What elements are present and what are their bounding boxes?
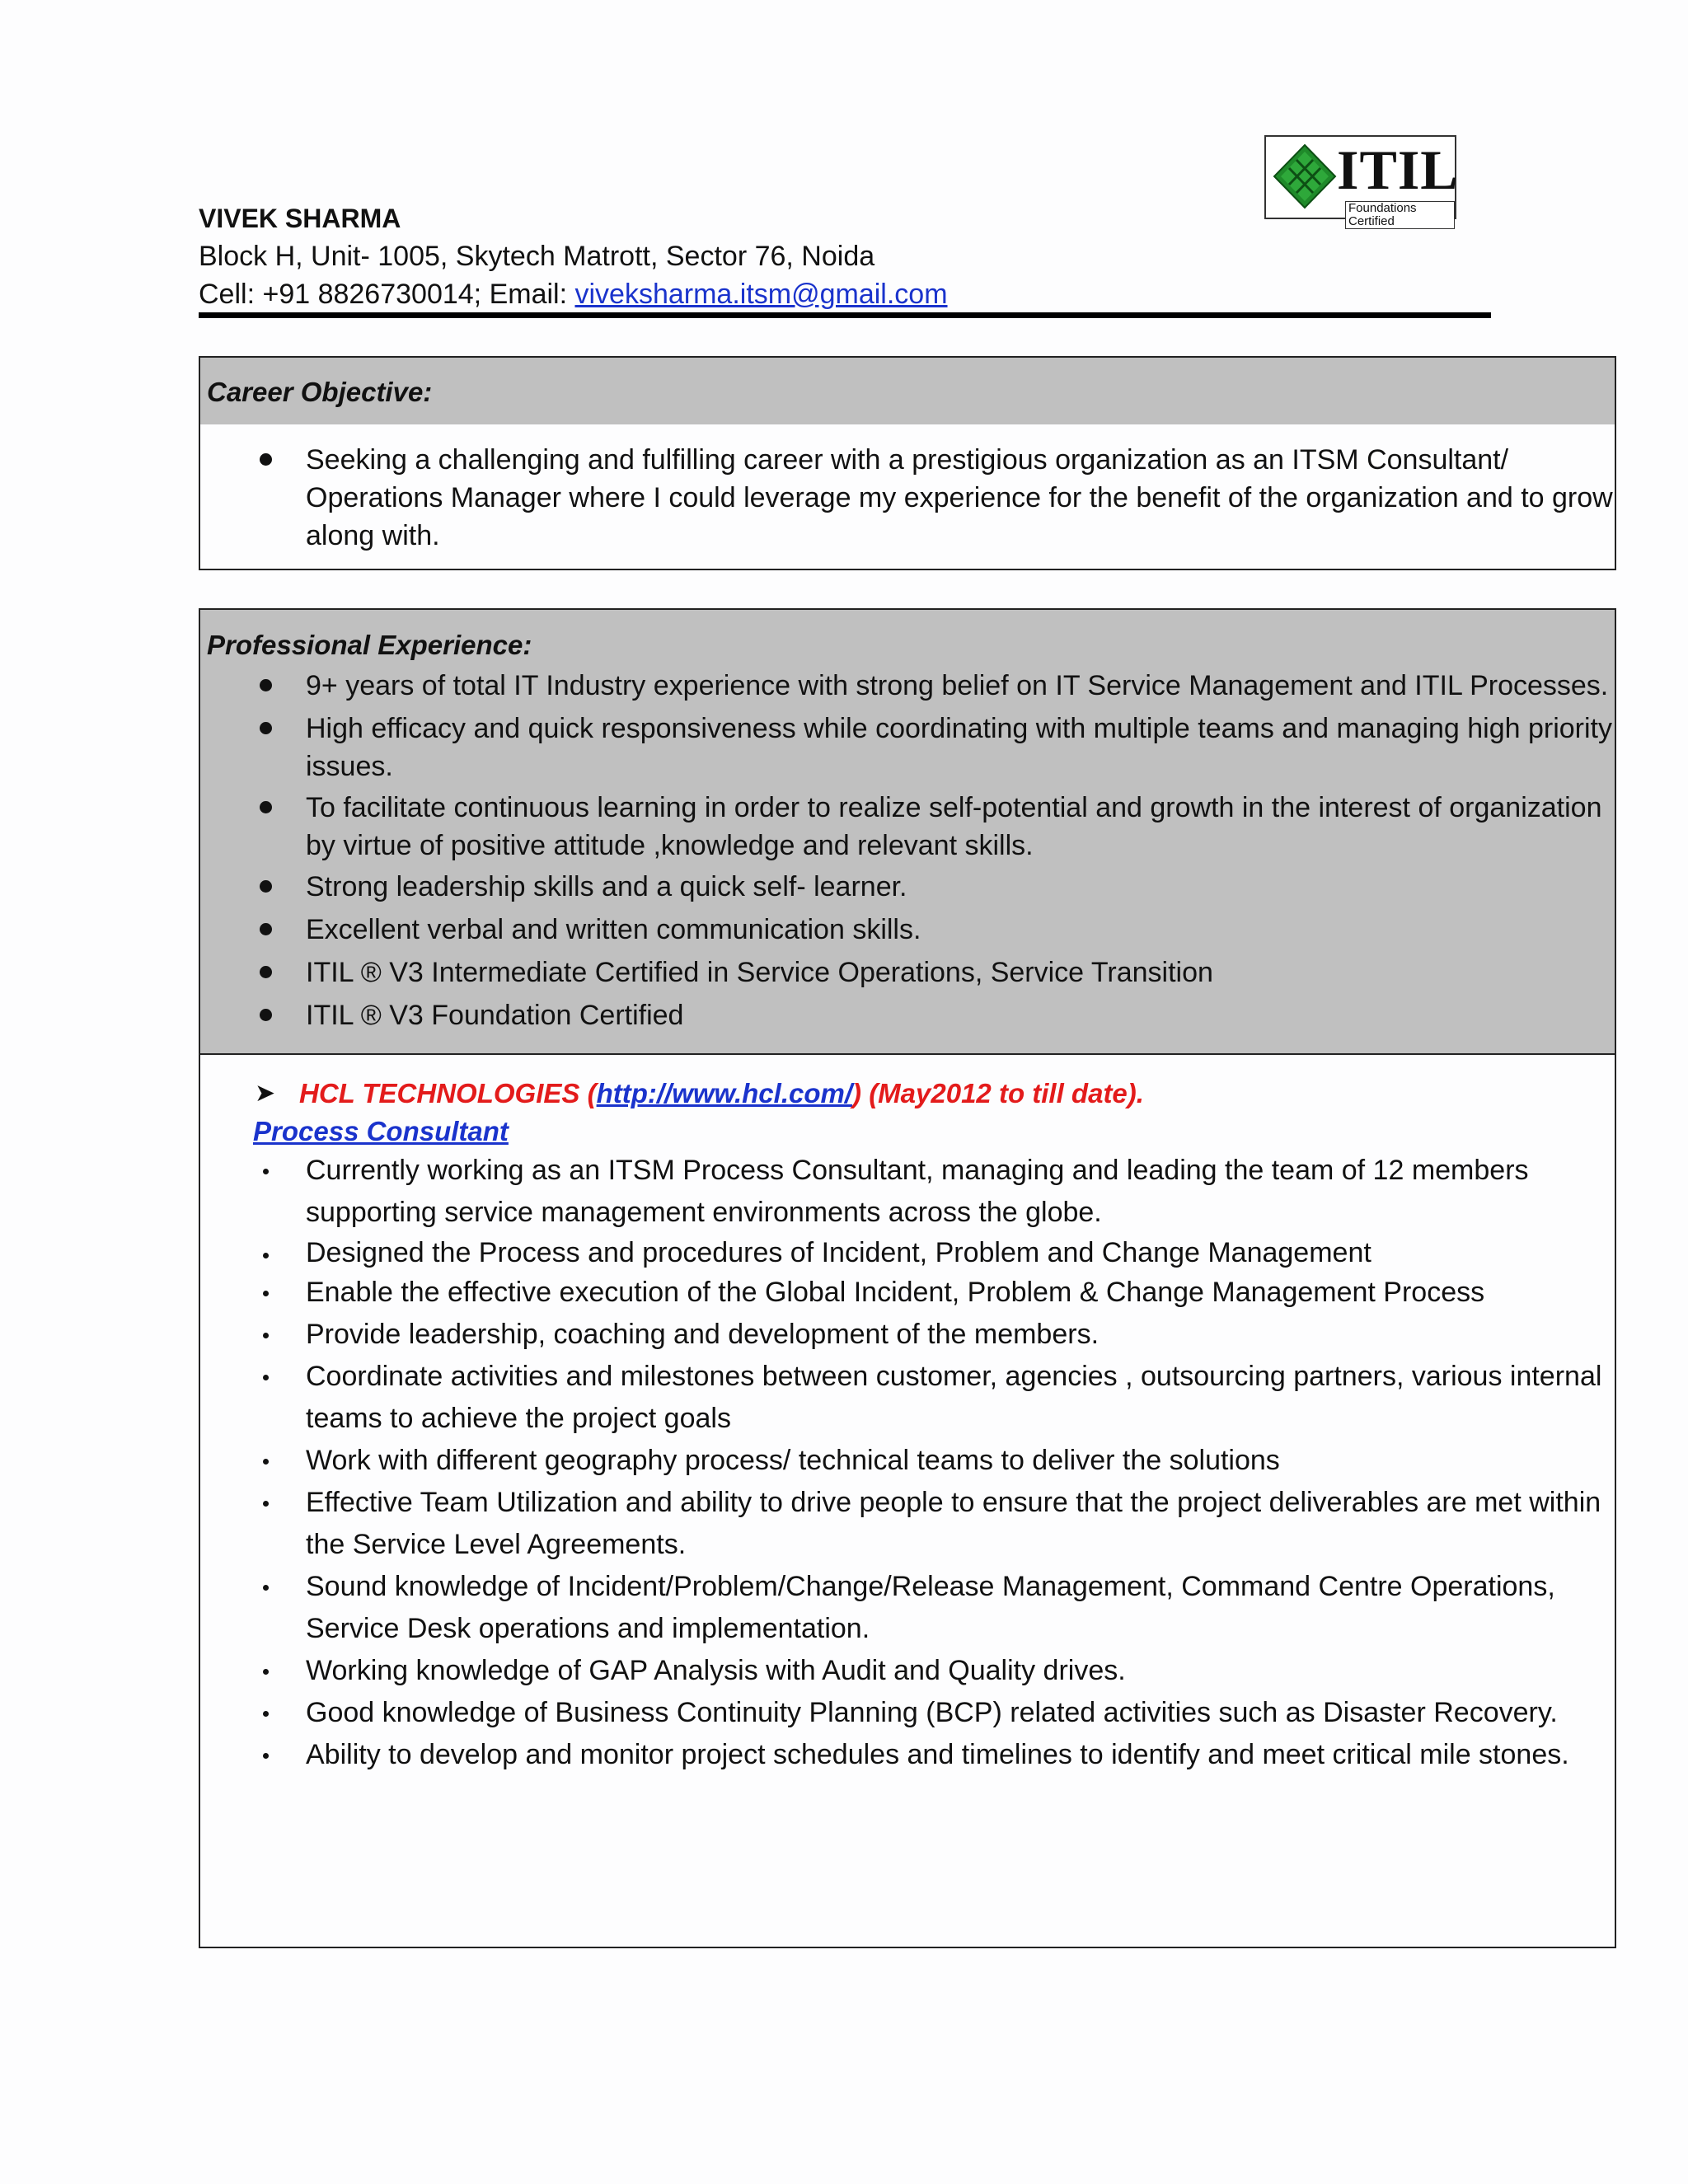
professional-experience-title: Professional Experience: <box>207 630 532 660</box>
company-dates: ) (May2012 to till date). <box>852 1078 1144 1108</box>
professional-experience-list <box>200 667 1614 1039</box>
bullet-icon <box>260 1009 272 1021</box>
bullet-icon <box>263 1375 269 1380</box>
bullet-icon <box>263 1169 269 1174</box>
arrow-bullet-icon: ➤ <box>255 1080 276 1107</box>
list-item: Strong leadership skills and a quick self- learner. <box>200 868 1614 906</box>
contact-prefix: Cell: +91 8826730014; Email: <box>199 279 575 310</box>
contact-header <box>199 199 1493 313</box>
bullet-icon <box>260 722 272 734</box>
bullet-icon <box>260 880 272 893</box>
list-item: Work with different geography process/ technical teams to deliver the solutions <box>200 1440 1614 1482</box>
job-role[interactable]: Process Consultant <box>253 1116 509 1146</box>
bullet-icon <box>263 1333 269 1338</box>
list-item: High efficacy and quick responsiveness while coordinating with multiple teams and managing high priority issues. <box>200 710 1614 785</box>
list-item: Sound knowledge of Incident/Problem/Change/Release Management, Command Centre Operations, Service Desk operations and implementation. <box>200 1566 1614 1650</box>
hcl-responsibilities-list <box>200 1150 1614 1776</box>
list-item: Seeking a challenging and fulfilling career with a prestigious organization as an ITSM Consultant/ Operations Manager where I could leverage my experience for the benefit of the organization and to grow along with. <box>200 441 1614 555</box>
list-item: ITIL ® V3 Intermediate Certified in Service Operations, Service Transition <box>200 954 1614 991</box>
list-item: Excellent verbal and written communication skills. <box>200 911 1614 949</box>
list-item: Enable the effective execution of the Global Incident, Problem & Change Management Process <box>200 1272 1614 1314</box>
company-website-link[interactable]: http://www.hcl.com/ <box>596 1078 853 1108</box>
list-item: Coordinate activities and milestones between customer, agencies , outsourcing partners, various internal teams to achieve the project goals <box>200 1356 1614 1440</box>
contact-line <box>199 275 1493 313</box>
bullet-icon <box>263 1585 269 1591</box>
list-item: 9+ years of total IT Industry experience with strong belief on IT Service Management and ITIL Processes. <box>200 667 1614 705</box>
list-item: Ability to develop and monitor project schedules and timelines to identify and meet critical mile stones. <box>200 1734 1614 1776</box>
list-item: Designed the Process and procedures of Incident, Problem and Change Management <box>200 1234 1614 1272</box>
career-objective-body <box>199 424 1616 570</box>
career-objective-header <box>199 356 1616 426</box>
bullet-icon <box>263 1459 269 1465</box>
bullet-icon <box>263 1711 269 1717</box>
list-item: Working knowledge of GAP Analysis with Audit and Quality drives. <box>200 1650 1614 1692</box>
bullet-icon <box>263 1669 269 1675</box>
list-item: Provide leadership, coaching and development of the members. <box>200 1314 1614 1356</box>
address: Block H, Unit- 1005, Skytech Matrott, Sector 76, Noida <box>199 241 875 272</box>
list-item: Good knowledge of Business Continuity Planning (BCP) related activities such as Disaster Recovery. <box>200 1692 1614 1734</box>
hcl-experience-section <box>199 1053 1616 1948</box>
bullet-icon <box>263 1291 269 1296</box>
candidate-name: VIVEK SHARMA <box>199 204 401 233</box>
logo-word: ITIL <box>1337 138 1459 201</box>
bullet-icon <box>260 923 272 935</box>
header-divider <box>199 312 1491 318</box>
list-item: Currently working as an ITSM Process Consultant, managing and leading the team of 12 members supporting service management environments across the globe. <box>200 1150 1614 1234</box>
bullet-icon <box>260 453 272 466</box>
career-objective-list <box>200 441 1614 555</box>
professional-experience-section <box>199 608 1616 1055</box>
bullet-icon <box>260 966 272 978</box>
bullet-icon <box>260 801 272 813</box>
logo-subtitle: Foundations Certified <box>1345 201 1455 229</box>
email-link[interactable]: viveksharma.itsm@gmail.com <box>574 279 948 310</box>
bullet-icon <box>263 1753 269 1759</box>
list-item: To facilitate continuous learning in order to realize self-potential and growth in the interest of organization by virtue of positive attitude ,knowledge and relevant skills. <box>200 789 1614 865</box>
bullet-icon <box>263 1501 269 1507</box>
company-name: HCL TECHNOLOGIES ( <box>299 1078 597 1108</box>
list-item: Effective Team Utilization and ability to drive people to ensure that the project deliverables are met within the Service Level Agreements. <box>200 1482 1614 1566</box>
bullet-icon <box>260 679 272 691</box>
career-objective-title: Career Objective: <box>207 377 433 407</box>
bullet-icon <box>263 1253 269 1258</box>
list-item: ITIL ® V3 Foundation Certified <box>200 996 1614 1034</box>
